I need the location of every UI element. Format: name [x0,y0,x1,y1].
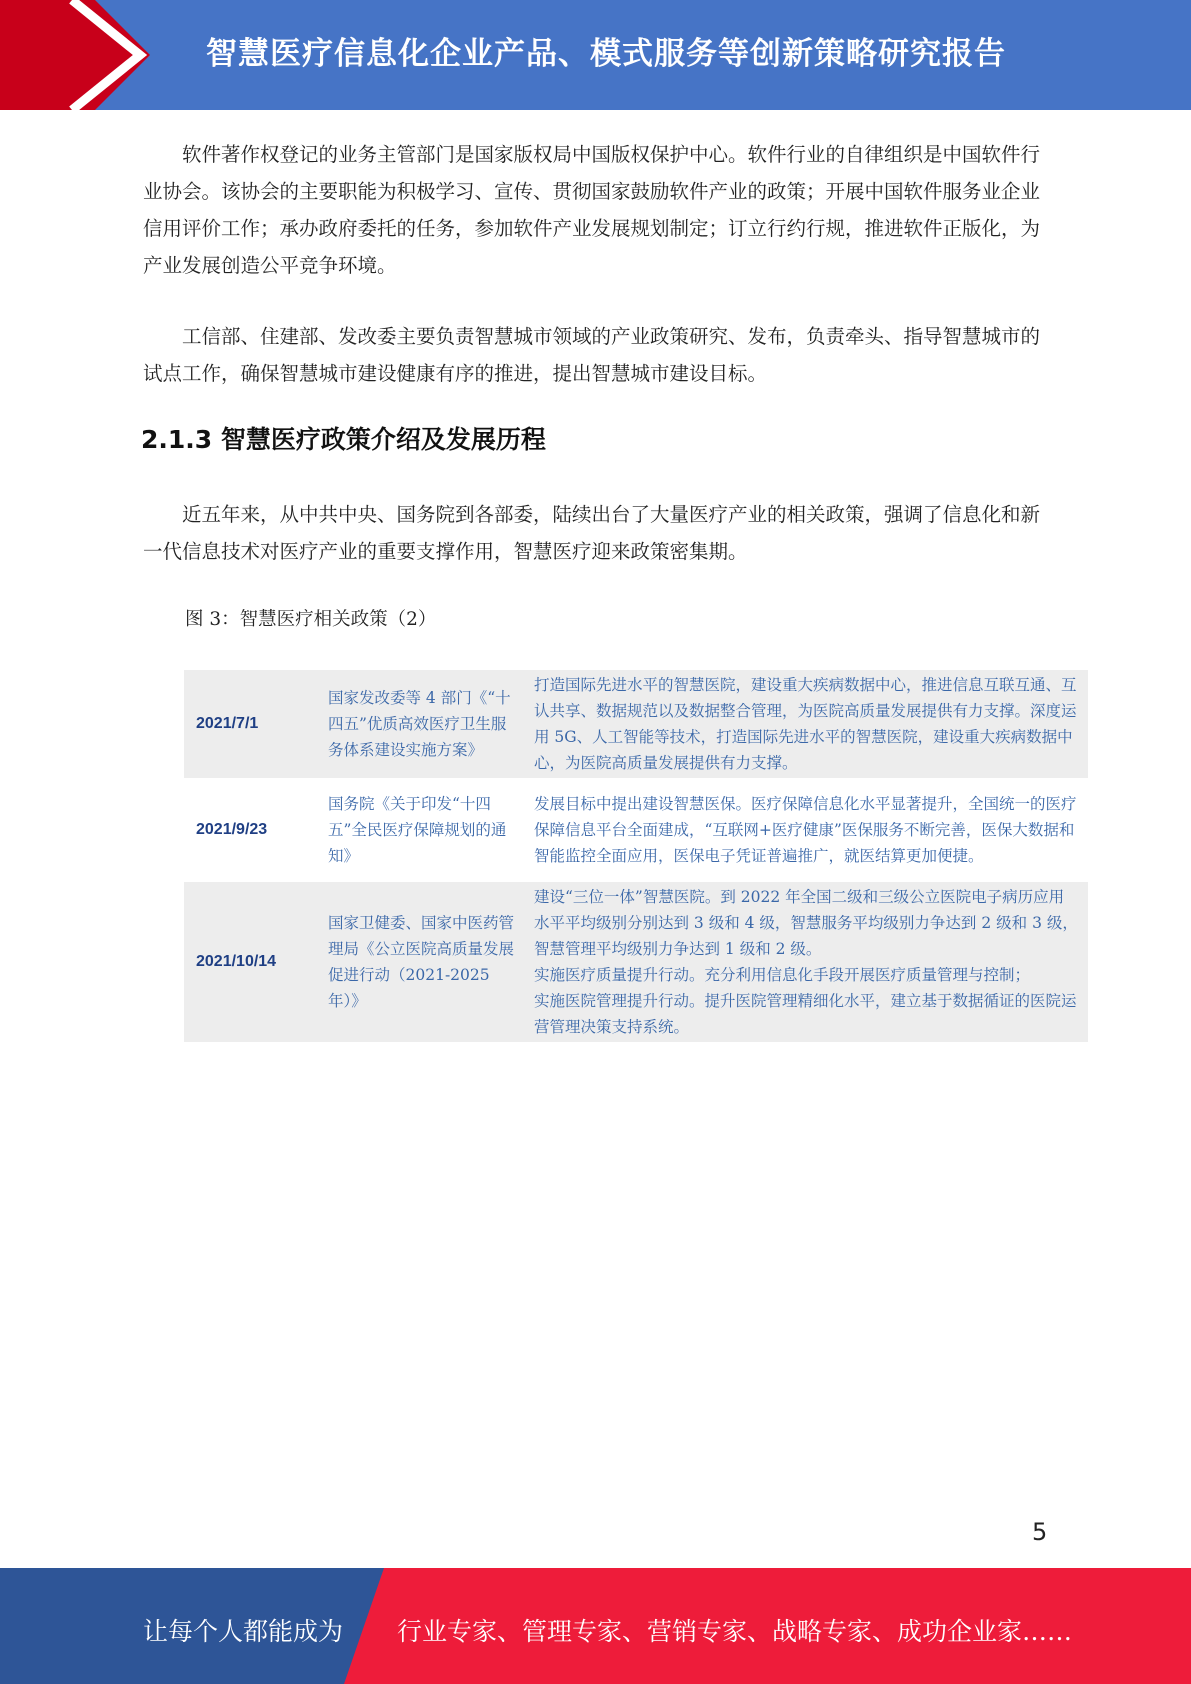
table-row [184,882,1088,1042]
header-title: 智慧医疗信息化企业产品、模式服务等创新策略研究报告 [206,36,1006,72]
page-header [0,0,1191,110]
policy-description [526,778,1088,882]
footer-slogan-left: 让每个人都能成为 [143,1617,344,1646]
paragraph-policy-intro: 近五年来，从中共中央、国务院到各部委，陆续出台了大量医疗产业的相关政策，强调了信息化和新一代信息技术对医疗产业的重要支撑作用，智慧医疗迎来政策密集期。 [143,503,1041,563]
footer-slogan-right: 行业专家、管理专家、营销专家、战略专家、成功企业家…… [397,1617,1073,1646]
page-footer [0,1568,1191,1684]
figure-caption: 图 3：智慧医疗相关政策（2） [185,609,437,630]
table-row [184,778,1088,882]
policy-date: 2021/10/14 [196,953,277,970]
policy-document: 国家发改委等 4 部门《“十四五”优质高效医疗卫生服务体系建设实施方案》 [328,689,511,759]
policy-table [184,670,1088,1042]
policy-description [526,882,1088,1042]
table-row [184,670,1088,778]
paragraph-software-copyright: 软件著作权登记的业务主管部门是国家版权局中国版权保护中心。软件行业的自律组织是中国软件行业协会。该协会的主要职能为积极学习、宣传、贯彻国家鼓励软件产业的政策；开展中国软件服务业企业信用评价工作；承办政府委托的任务，参加软件产业发展规划制定；订立行约行规，推进软件正版化，为产业发展创造公平竞争环境。 [143,143,1041,277]
policy-description [526,670,1088,778]
policy-description-line: 打造国际先进水平的智慧医院，建设重大疾病数据中心，推进信息互联互通、互认共享、数据规范以及数据整合管理，为医院高质量发展提供有力支撑。深度运用 5G、人工智能等技术，打造国际先进水平的智慧医院，建设重大疾病数据中心，为医院高质量发展提供有力支撑。 [534,676,1077,772]
paragraph-smart-city: 工信部、住建部、发改委主要负责智慧城市领域的产业政策研究、发布，负责牵头、指导智慧城市的试点工作，确保智慧城市建设健康有序的推进，提出智慧城市建设目标。 [143,325,1041,385]
policy-date: 2021/9/23 [196,821,268,838]
policy-document: 国家卫健委、国家中医药管理局《公立医院高质量发展促进行动（2021-2025 年）》 [328,914,515,1010]
policy-description-line: 实施医院管理提升行动。提升医院管理精细化水平，建立基于数据循证的医院运营管理决策支持系统。 [534,992,1077,1036]
policy-description-line: 实施医疗质量提升行动。充分利用信息化手段开展医疗质量管理与控制； [534,966,1031,984]
section-heading: 2.1.3 智慧医疗政策介绍及发展历程 [141,425,546,454]
page-number: 5 [1032,1518,1048,1546]
policy-description-line: 发展目标中提出建设智慧医保。医疗保障信息化水平显著提升，全国统一的医疗保障信息平台全面建成，“互联网+医疗健康”医保服务不断完善，医保大数据和智能监控全面应用，医保电子凭证普遍推广，就医结算更加便捷。 [534,795,1077,865]
policy-description-line: 建设“三位一体”智慧医院。到 2022 年全国二级和三级公立医院电子病历应用水平平均级别分别达到 3 级和 4 级，智慧服务平均级别力争达到 2 级和 3 级，智慧管理平均级别力争达到 1 级和 2 级。 [534,888,1078,958]
policy-date: 2021/7/1 [196,715,259,732]
policy-document: 国务院《关于印发“十四五”全民医疗保障规划的通知》 [328,795,507,865]
header-arrow-decoration [0,0,160,110]
